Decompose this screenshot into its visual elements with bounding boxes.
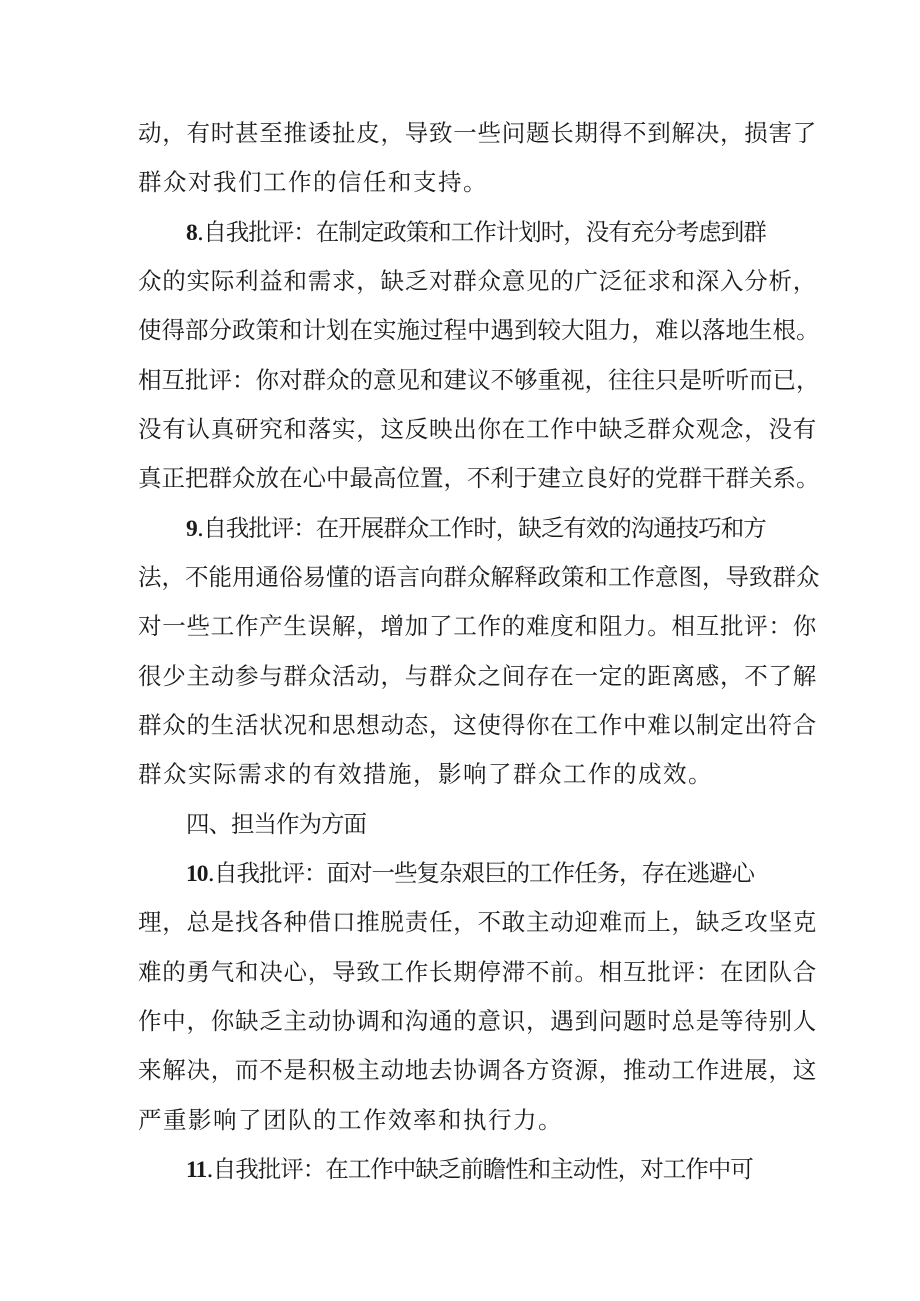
item-number: 8 <box>186 220 197 246</box>
item-number: 9 <box>186 516 197 542</box>
text-line: 严重影响了团队的工作效率和执行力。 <box>138 1106 563 1134</box>
paragraph-first-line <box>186 1153 846 1185</box>
text-line: 真正把群众放在心中最高位置，不利于建立良好的党群干群关系。 <box>138 464 820 492</box>
text-line: 难的勇气和决心，导致工作长期停滞不前。相互批评：在团队合 <box>138 958 817 986</box>
text-line: .自我批评：在工作中缺乏前瞻性和主动性，对工作中可 <box>206 1155 753 1183</box>
text-line: 相互批评：你对群众的意见和建议不够重视，往往只是听听而已， <box>138 366 820 394</box>
text-line: 对一些工作产生误解，增加了工作的难度和阻力。相互批评：你 <box>138 612 817 640</box>
text-line: .自我批评：在制定政策和工作计划时，没有充分考虑到群 <box>196 218 766 246</box>
text-line: 群众对我们工作的信任和支持。 <box>138 168 488 196</box>
paragraph-first-line <box>186 512 846 544</box>
item-number: 10 <box>186 861 208 887</box>
text-line: .自我批评：面对一些复杂艰巨的工作任务，存在逃避心 <box>207 859 754 887</box>
text-line: 使得部分政策和计划在实施过程中遇到较大阻力，难以落地生根。 <box>138 316 820 344</box>
paragraph-first-line <box>186 857 846 889</box>
text-line: 群众的生活状况和思想动态，这使得你在工作中难以制定出符合 <box>138 711 817 739</box>
text-line: 群众实际需求的有效措施，影响了群众工作的成效。 <box>138 760 713 788</box>
section-heading: 四、担当作为方面 <box>186 810 366 838</box>
paragraph-first-line <box>186 216 846 248</box>
text-line: 没有认真研究和落实，这反映出你在工作中缺乏群众观念，没有 <box>138 415 817 443</box>
text-line: .自我批评：在开展群众工作时，缺乏有效的沟通技巧和方 <box>196 514 766 542</box>
text-line: 来解决，而不是积极主动地去协调各方资源，推动工作进展，这 <box>138 1056 817 1084</box>
text-line: 动，有时甚至推诿扯皮，导致一些问题长期得不到解决，损害了 <box>138 119 817 147</box>
text-line: 很少主动参与群众活动，与群众之间存在一定的距离感，不了解 <box>138 662 817 690</box>
item-number: 11 <box>186 1157 207 1183</box>
text-line: 众的实际利益和需求，缺乏对群众意见的广泛征求和深入分析， <box>138 267 817 295</box>
text-line: 法，不能用通俗易懂的语言向群众解释政策和工作意图，导致群众 <box>138 563 820 591</box>
text-line: 作中，你缺乏主动协调和沟通的意识，遇到问题时总是等待别人 <box>138 1007 817 1035</box>
text-line: 理，总是找各种借口推脱责任，不敢主动迎难而上，缺乏攻坚克 <box>138 908 817 936</box>
